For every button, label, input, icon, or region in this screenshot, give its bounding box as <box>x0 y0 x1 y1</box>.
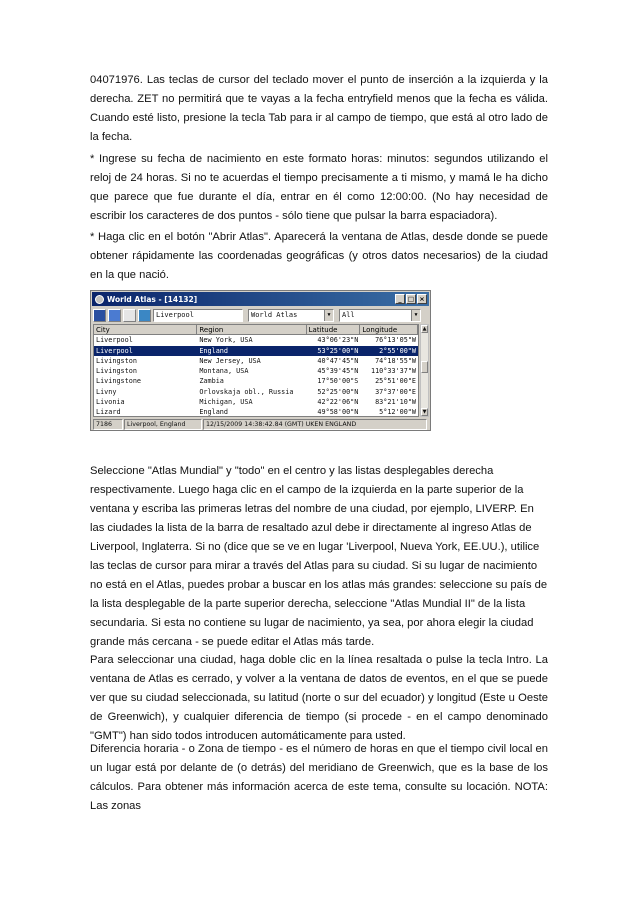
cell-region: Zambia <box>199 377 224 386</box>
cell-latitude: 42°22'06"N <box>317 398 359 407</box>
city-search-input[interactable]: Liverpool <box>153 309 243 322</box>
cell-city: Liverpool <box>96 336 133 345</box>
status-place: Liverpool, England <box>124 419 202 430</box>
cell-longitude: 25°51'00"E <box>375 377 416 386</box>
paragraph-intro: 04071976. Las teclas de cursor del teclado mover el punto de inserción a la izquierda y la derecha. ZET no permitirá que te vayas a la fecha entryfield menos que la fecha es válida. Cuando esté listo, presione la tecla Tab para ir al campo de tiempo, que está al otro lado de la fecha. <box>90 74 548 143</box>
filter-select[interactable] <box>339 309 421 322</box>
chevron-down-icon[interactable]: ▼ <box>324 310 333 321</box>
paragraph-select-atlas: Seleccione "Atlas Mundial" y "todo" en el centro y las listas desplegables derecha respectivamente. Luego haga clic en el campo de la izquierda en la parte superior de la ventana y escriba las primeras letras del nombre de una ciudad, por ejemplo, LIVERP. En las ciudades la lista de la barra de resaltado azul debe ir directamente al ingreso Atlas de Liverpool, Inglaterra. Si no (dice que se ve en lugar 'Liverpool, Nueva York, EE.UU.), utilice las teclas de cursor para mirar a través del Atlas para su ciudad. Si su lugar de nacimiento no está en el Atlas, puedes probar a buscar en los atlas más grandes: seleccione su país de la lista desplegable de la parte superior derecha, seleccione "Atlas Mundial II" de la lista secundaria. Si esta no contiene su lugar de nacimiento, ya sea, por ahora elegir la ciudad grande más cercana - se puede editar el Atlas más tarde. <box>90 465 548 648</box>
city-table <box>93 324 419 417</box>
cell-city: Livingston <box>96 356 137 365</box>
column-header-latitude[interactable]: Latitude <box>307 325 361 335</box>
cell-region: New Jersey, USA <box>199 356 261 365</box>
cell-longitude: 74°18'55"W <box>375 356 416 365</box>
cell-latitude: 40°47'45"N <box>317 356 359 365</box>
paragraph-time-format: * Ingrese su fecha de nacimiento en este formato horas: minutos: segundos utilizando el reloj de 24 horas. Si no te acuerdas el tiempo precisamente a ti mismo, y mamá le ha dicho que parece que fue durante el día, entrar en él como 12:00:00. (No hay necesidad de escribir los caracteres de dos puntos - sólo tiene que pulsar la barra espaciadora). <box>90 153 548 222</box>
table-scrollbar[interactable] <box>420 324 429 417</box>
scroll-down-icon[interactable]: ▼ <box>422 409 427 415</box>
filter-select-value: All <box>342 310 355 319</box>
cell-latitude: 43°06'23"N <box>317 336 359 345</box>
cell-latitude: 53°25'00"N <box>317 346 359 355</box>
cell-city: Livingstone <box>96 377 142 386</box>
cell-city: Livingston <box>96 367 137 376</box>
cell-region: New York, USA <box>199 336 253 345</box>
cell-longitude: 2°55'00"W <box>379 346 416 355</box>
atlas-select-value: World Atlas <box>251 310 298 319</box>
cell-longitude: 37°37'00"E <box>375 387 416 396</box>
save-icon[interactable] <box>93 309 106 322</box>
table-row[interactable] <box>94 335 418 345</box>
cell-longitude: 5°12'00"W <box>379 408 416 417</box>
table-row[interactable] <box>94 356 418 366</box>
table-header <box>94 325 418 335</box>
table-row[interactable] <box>94 346 418 356</box>
cell-city: Livny <box>96 387 117 396</box>
atlas-status-bar <box>93 419 428 430</box>
paragraph-time-zone: Diferencia horaria - o Zona de tiempo - es el número de horas en que el tiempo civil local en un lugar está por delante de (o detrás) del meridiano de Greenwich, que es la base de los cálculos. Para obtener más información acerca de este tema, consulte su locación. NOTA: Las zonas <box>90 743 548 812</box>
edit-icon[interactable] <box>108 309 121 322</box>
world-atlas-window <box>90 290 431 431</box>
globe-tool-icon[interactable] <box>138 309 151 322</box>
chevron-down-icon[interactable]: ▼ <box>411 310 420 321</box>
cell-city: Livonia <box>96 398 125 407</box>
minimize-button[interactable]: _ <box>395 294 405 304</box>
paragraph-select-city: Para seleccionar una ciudad, haga doble clic en la línea resaltada o pulse la tecla Intro. La ventana de Atlas es cerrado, y volver a la ventana de datos de eventos, en el que se puede ver que su ciudad seleccionada, su latitud (norte o sur del ecuador) y longitud (Este u Oeste de Greenwich), y cualquier diferencia de tiempo (si procede - en el campo denominado "GMT") han sido todos introducen automáticamente para usted. <box>90 654 548 742</box>
cell-region: England <box>199 346 228 355</box>
cell-region: Orlovskaja obl., Russia <box>199 387 294 396</box>
close-button[interactable]: × <box>417 294 427 304</box>
atlas-window-title: World Atlas - [14132] <box>107 294 198 304</box>
cell-latitude: 49°58'00"N <box>317 408 359 417</box>
column-header-longitude[interactable]: Longitude <box>360 325 418 335</box>
cell-latitude: 52°25'00"N <box>317 387 359 396</box>
cell-longitude: 110°33'37"W <box>370 367 416 376</box>
atlas-toolbar <box>93 308 428 322</box>
cell-longitude: 83°21'10"W <box>375 398 416 407</box>
scroll-thumb[interactable] <box>421 361 428 373</box>
cell-latitude: 17°50'00"S <box>317 377 359 386</box>
cell-region: Montana, USA <box>199 367 249 376</box>
table-row[interactable] <box>94 387 418 397</box>
status-count: 7186 <box>93 419 123 430</box>
cell-longitude: 76°13'05"W <box>375 336 416 345</box>
cell-city: Liverpool <box>96 346 133 355</box>
cell-region: England <box>199 408 228 417</box>
cell-city: Lizard <box>96 408 121 417</box>
table-row[interactable] <box>94 407 418 417</box>
status-datetime: 12/15/2009 14:38:42.84 (GMT) UKEN ENGLAND <box>203 419 427 430</box>
maximize-button[interactable]: □ <box>407 295 415 303</box>
table-row[interactable] <box>94 366 418 376</box>
atlas-select[interactable] <box>248 309 334 322</box>
atlas-title-bar[interactable] <box>92 292 429 306</box>
column-header-city[interactable]: City <box>94 325 197 335</box>
table-row[interactable] <box>94 376 418 386</box>
cell-latitude: 45°39'45"N <box>317 367 359 376</box>
column-header-region[interactable]: Region <box>197 325 306 335</box>
paragraph-open-atlas: * Haga clic en el botón "Abrir Atlas". Aparecerá la ventana de Atlas, desde donde se puede obtener rápidamente las coordenadas geográficas (y otros datos necesarios) de la ciudad en la que nació. <box>90 231 548 281</box>
globe-icon <box>95 295 104 304</box>
table-row[interactable] <box>94 397 418 407</box>
scroll-up-icon[interactable]: ▲ <box>422 326 427 332</box>
cell-region: Michigan, USA <box>199 398 253 407</box>
refresh-icon[interactable] <box>123 309 136 322</box>
